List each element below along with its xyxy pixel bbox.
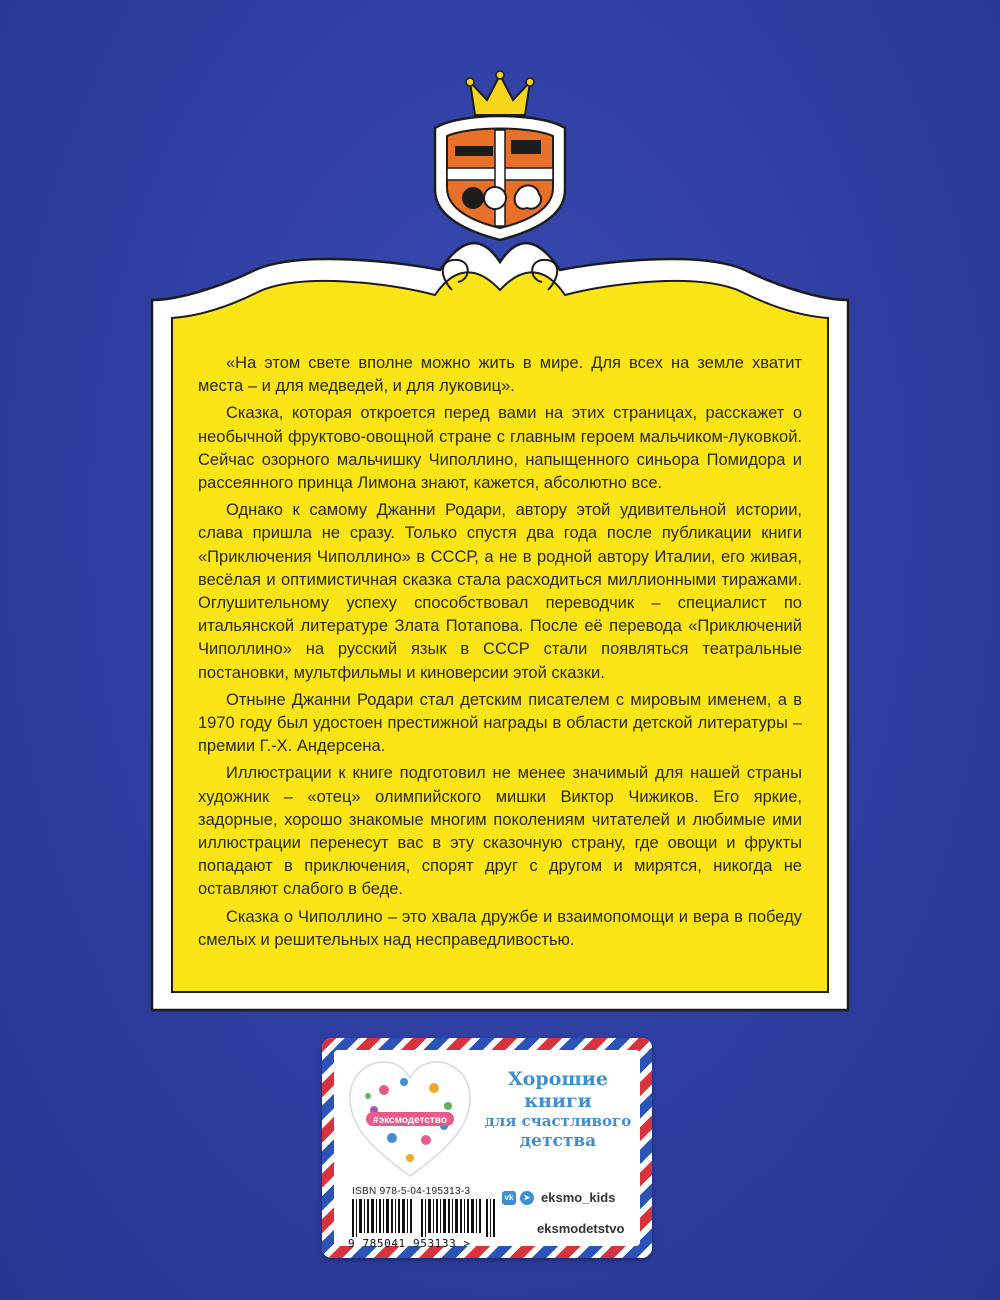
publisher-sticker (322, 1038, 652, 1258)
vk-icon[interactable]: vk (502, 1191, 516, 1205)
social-row-2 (534, 1220, 624, 1238)
tagline (482, 1068, 634, 1151)
paragraph-history: Однако к самому Джанни Родари, автору этой удивительной истории, слава пришла не сразу. Только спустя два года после публикации книги «Приключения Чиполлино» в СССР, а не в родной автору Италии, его живая, весёлая и оптимистичная сказка стала расходиться миллионными тиражами. Оглушительному успеху способствовал переводчик – специалист по итальянской литературе Злата Потапова. После её перевода «Приключений Чиполлино» на русский язык в СССР стали появляться театральные постановки, мультфильмы и киноверсии этой сказки. (198, 501, 802, 682)
paragraph-award: Отныне Джанни Родари стал детским писателем с мировым именем, а в 1970 году был удостоен престижной награды в области детской литературы – премии Г.-Х. Андерсена. (198, 690, 802, 756)
sticker-body (334, 1050, 640, 1250)
crown-icon (470, 75, 530, 115)
telegram-icon[interactable]: ➤ (520, 1191, 534, 1205)
paragraph-quote: «На этом свете вполне можно жить в мире. Для всех на земле хватит места – и для медведей, и для луковиц». (198, 354, 802, 396)
isbn-label: ISBN 978-5-04-195313-3 (352, 1186, 471, 1197)
barcode-number: 9 785041 953133 > (348, 1237, 471, 1250)
tagline-line-2: книги (524, 1090, 592, 1112)
barcode-icon (350, 1199, 498, 1237)
tagline-line-1: Хорошие (508, 1068, 608, 1090)
hashtag-label: #эксмодетство (373, 1115, 447, 1126)
paragraph-illustrations: Иллюстрации к книге подготовил не менее значимый для нашей страны художник – «отец» олимпийского мишки Виктор Чижиков. Его яркие, задорные, хорошо знакомые многим поколениям читателей и любимые ими иллюстрации перенесут вас в эту сказочную страну, где овощи и фрукты попадают в приключения, спорят друг с другом и мирятся, никогда не оставляют слабого в беде. (198, 764, 802, 899)
paragraph-intro: Сказка, которая откроется перед вами на этих страницах, расскажет о необычной фруктово-овощной стране с главным героем мальчиком-луковкой. Сейчас озорного мальчишку Чиполлино, напыщенного синьора Помидора и рассеянного принца Лимона знают, кажется, абсолютно все. (198, 404, 802, 493)
book-description (198, 352, 802, 956)
paragraph-conclusion: Сказка о Чиполлино – это хвала дружбе и взаимопомощи и вера в победу смелых и решительных над несправедливостью. (198, 907, 802, 949)
tagline-line-4: детства (519, 1131, 597, 1151)
heart-logo-icon (344, 1054, 476, 1182)
tagline-line-3: для счастливого (484, 1112, 632, 1130)
crest-emblem-icon (425, 70, 575, 245)
social-handle-2[interactable]: eksmodetstvo (537, 1221, 625, 1236)
social-row-1 (502, 1190, 615, 1205)
social-handle-1[interactable]: eksmo_kids (541, 1190, 616, 1205)
